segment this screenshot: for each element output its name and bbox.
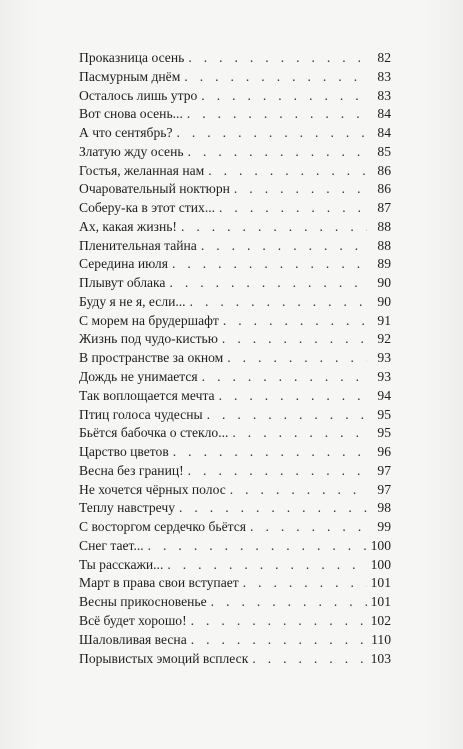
dot-leader	[243, 575, 367, 591]
dot-leader	[232, 425, 367, 441]
toc-entry-title: Так воплощается мечта	[79, 387, 215, 403]
toc-entry	[79, 482, 391, 501]
toc-entry	[79, 313, 391, 332]
dot-leader	[181, 219, 367, 235]
toc-entry	[79, 500, 391, 519]
toc-entry-title: С восторгом сердечко бьётся	[79, 519, 247, 535]
toc-entry-title: Ах, какая жизнь!	[79, 218, 177, 234]
toc-entry-page-number: 93	[377, 369, 391, 385]
toc-entry	[79, 425, 391, 444]
toc-entry-title: Ты расскажи...	[79, 556, 164, 572]
toc-entry-title: Птиц голоса чудесны	[79, 406, 203, 422]
toc-entry-page-number: 91	[377, 312, 391, 328]
toc-entry-title: Очаровательный ноктюрн	[79, 181, 230, 197]
toc-entry-title: Царство цветов	[79, 444, 169, 460]
toc-entry	[79, 651, 391, 670]
dot-leader	[250, 519, 367, 535]
toc-entry-page-number: 85	[377, 143, 391, 159]
toc-entry-page-number: 89	[377, 256, 391, 272]
dot-leader	[223, 313, 367, 329]
dot-leader	[191, 632, 367, 648]
dot-leader	[187, 106, 367, 122]
toc-entry	[79, 407, 391, 426]
dot-leader	[188, 50, 367, 66]
dot-leader	[230, 482, 367, 498]
toc-entry-page-number: 100	[370, 556, 391, 572]
table-of-contents	[79, 50, 391, 669]
toc-entry	[79, 632, 391, 651]
toc-entry	[79, 388, 391, 407]
toc-entry	[79, 144, 391, 163]
toc-entry-page-number: 101	[370, 594, 391, 610]
toc-entry-title: Плывут облака	[79, 275, 166, 291]
toc-entry-page-number: 99	[377, 519, 391, 535]
toc-entry-title: Порывистых эмоций всплеск	[79, 650, 249, 666]
toc-entry-title: Всё будет хорошо!	[79, 612, 187, 628]
dot-leader	[190, 294, 367, 310]
toc-entry	[79, 219, 391, 238]
toc-entry-page-number: 87	[377, 200, 391, 216]
dot-leader	[201, 88, 367, 104]
dot-leader	[208, 163, 367, 179]
toc-entry-title: Вот снова осень...	[79, 106, 183, 122]
dot-leader	[179, 500, 367, 516]
toc-entry-page-number: 103	[370, 650, 391, 666]
toc-entry-page-number: 95	[377, 406, 391, 422]
dot-leader	[252, 651, 366, 667]
dot-leader	[227, 350, 367, 366]
toc-entry-page-number: 86	[377, 162, 391, 178]
toc-entry	[79, 200, 391, 219]
toc-entry-title: Середина июля	[79, 256, 168, 272]
toc-entry-title: Март в права свои вступает	[79, 575, 239, 591]
toc-entry-title: Соберу-ка в этот стих...	[79, 200, 216, 216]
toc-entry	[79, 463, 391, 482]
toc-entry	[79, 50, 391, 69]
toc-entry	[79, 69, 391, 88]
dot-leader	[191, 613, 367, 629]
toc-entry	[79, 575, 391, 594]
toc-entry-page-number: 84	[377, 106, 391, 122]
dot-leader	[184, 69, 367, 85]
toc-entry-page-number: 93	[377, 350, 391, 366]
toc-entry	[79, 163, 391, 182]
toc-entry-title: Бьётся бабочка о стекло...	[79, 425, 229, 441]
toc-entry-page-number: 94	[377, 387, 391, 403]
toc-entry-page-number: 88	[377, 218, 391, 234]
toc-entry-title: Пасмурным днём	[79, 68, 181, 84]
dot-leader	[219, 388, 367, 404]
toc-entry-title: Буду я не я, если...	[79, 293, 186, 309]
toc-entry	[79, 331, 391, 350]
toc-entry	[79, 519, 391, 538]
toc-entry-page-number: 102	[370, 612, 391, 628]
toc-entry	[79, 369, 391, 388]
toc-entry-title: С морем на брудершафт	[79, 312, 219, 328]
toc-entry-page-number: 110	[371, 631, 391, 647]
toc-entry	[79, 88, 391, 107]
toc-entry-page-number: 98	[377, 500, 391, 516]
toc-entry-title: Жизнь под чудо-кистью	[79, 331, 218, 347]
toc-entry-title: Теплу навстречу	[79, 500, 175, 516]
toc-entry-page-number: 83	[377, 68, 391, 84]
toc-entry-title: В пространстве за окном	[79, 350, 224, 366]
dot-leader	[188, 144, 367, 160]
toc-entry-page-number: 97	[377, 481, 391, 497]
toc-entry-page-number: 96	[377, 444, 391, 460]
dot-leader	[222, 331, 367, 347]
dot-leader	[211, 594, 367, 610]
toc-entry-page-number: 92	[377, 331, 391, 347]
toc-entry	[79, 444, 391, 463]
toc-entry-page-number: 90	[377, 275, 391, 291]
toc-entry-page-number: 95	[377, 425, 391, 441]
toc-entry-title: Гостья, желанная нам	[79, 162, 205, 178]
dot-leader	[167, 557, 366, 573]
toc-entry-page-number: 83	[377, 87, 391, 103]
toc-entry	[79, 106, 391, 125]
toc-entry	[79, 294, 391, 313]
toc-entry-title: А что сентябрь?	[79, 125, 173, 141]
toc-entry-title: Шаловливая весна	[79, 631, 187, 647]
toc-entry-page-number: 88	[377, 237, 391, 253]
toc-entry-page-number: 86	[377, 181, 391, 197]
toc-entry	[79, 350, 391, 369]
toc-entry-page-number: 84	[377, 125, 391, 141]
toc-entry-title: Дождь не унимается	[79, 369, 198, 385]
toc-entry-page-number: 90	[377, 293, 391, 309]
toc-entry-page-number: 101	[370, 575, 391, 591]
toc-entry	[79, 275, 391, 294]
dot-leader	[234, 181, 367, 197]
dot-leader	[201, 238, 367, 254]
toc-entry	[79, 125, 391, 144]
toc-entry-title: Проказница осень	[79, 50, 185, 65]
toc-entry-title: Пленительная тайна	[79, 237, 197, 253]
toc-entry	[79, 238, 391, 257]
dot-leader	[172, 256, 367, 272]
toc-entry-page-number: 100	[370, 537, 391, 553]
dot-leader	[219, 200, 367, 216]
dot-leader	[169, 275, 367, 291]
toc-entry-title: Весны прикосновенье	[79, 594, 207, 610]
dot-leader	[148, 538, 367, 554]
dot-leader	[176, 125, 367, 141]
dot-leader	[173, 444, 367, 460]
toc-entry-title: Снег тает...	[79, 537, 144, 553]
toc-entry	[79, 594, 391, 613]
toc-entry-title: Не хочется чёрных полос	[79, 481, 226, 497]
dot-leader	[188, 463, 367, 479]
toc-entry-title: Златую жду осень	[79, 143, 184, 159]
toc-entry-title: Осталось лишь утро	[79, 87, 198, 103]
toc-entry-title: Весна без границ!	[79, 462, 184, 478]
dot-leader	[202, 369, 367, 385]
toc-entry	[79, 181, 391, 200]
dot-leader	[207, 407, 367, 423]
toc-entry-page-number: 97	[377, 462, 391, 478]
toc-entry	[79, 538, 391, 557]
toc-entry	[79, 613, 391, 632]
toc-entry	[79, 557, 391, 576]
toc-entry-page-number: 82	[377, 50, 391, 65]
toc-entry	[79, 256, 391, 275]
